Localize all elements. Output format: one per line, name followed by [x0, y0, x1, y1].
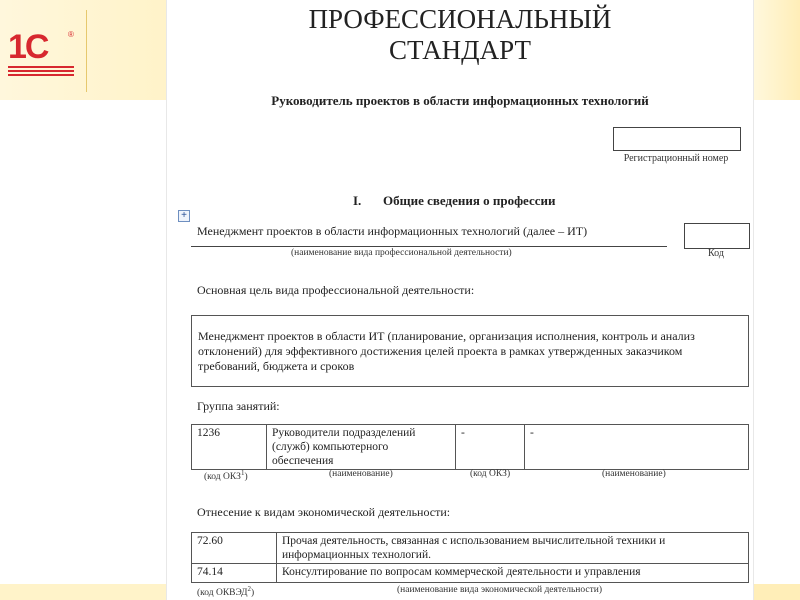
right-banner-bottom [752, 584, 800, 600]
activity-name: Менеджмент проектов в области информационных технологий (далее – ИТ) [197, 224, 588, 238]
okz-code-caption: (код ОКЗ$^1$) [204, 469, 248, 483]
registration-number-label: Регистрационный номер [623, 153, 729, 164]
okved-table [191, 532, 749, 583]
okz-name-cell-2: - [525, 425, 749, 470]
title-line-1: ПРОФЕССИОНАЛЬНЫЙ [308, 4, 612, 34]
table-row [192, 564, 749, 583]
activity-underline [191, 246, 667, 247]
section-number: I. [353, 193, 362, 208]
activity-code-label: Код [708, 248, 724, 259]
activity-code-field[interactable] [684, 223, 750, 249]
occupation-group-label: Группа занятий: [197, 399, 280, 413]
okz-name-caption-2: (наименование) [602, 469, 666, 479]
okz-name-cell: Руководители подразделений (служб) компьютерного обеспечения [267, 425, 456, 470]
title-line-2: СТАНДАРТ [389, 35, 531, 65]
goal-box [191, 315, 749, 387]
okved-name-cell: Консултирование по вопросам коммерческой деятельности и управления [277, 564, 749, 583]
logo-divider [86, 10, 87, 92]
document-page [166, 0, 754, 600]
okved-code-cell: 72.60 [192, 533, 277, 564]
occupation-group-table [191, 424, 749, 470]
okved-name-caption: (наименование вида экономической деятельности) [397, 585, 602, 595]
table-row [192, 425, 749, 470]
okz-code-cell-2: - [456, 425, 525, 470]
okved-name-cell: Прочая деятельность, связанная с использованием вычислительной техники и информационных технологий. [277, 533, 749, 564]
okz-name-caption: (наименование) [329, 469, 393, 479]
goal-text: Менеджмент проектов в области ИТ (планирование, организация исполнения, контроль и анализ отклонений) для эффективного достижения целей проекта в рамках утвержденных заказчиком требований, бюджета и сроков [198, 329, 695, 373]
registered-mark: ® [68, 30, 74, 39]
standard-subtitle: Руководитель проектов в области информационных технологий [271, 93, 649, 108]
okved-code-cell: 74.14 [192, 564, 277, 583]
okz-code-cell: 1236 [192, 425, 267, 470]
section-title: Общие сведения о профессии [383, 193, 556, 208]
okz-code-caption-2: (код ОКЗ) [470, 469, 511, 479]
registration-number-field[interactable] [613, 127, 741, 151]
table-row [192, 533, 749, 564]
okved-code-caption: (код ОКВЭД$^2$) [197, 585, 255, 599]
activity-caption: (наименование вида профессиональной деятельности) [291, 248, 512, 258]
right-banner [752, 0, 800, 100]
left-banner-bottom [0, 584, 166, 600]
goal-label: Основная цель вида профессиональной деятельности: [197, 283, 475, 297]
logo-1c: 1С [8, 28, 48, 66]
logo-stripes [8, 66, 74, 76]
expand-plus-icon[interactable]: + [178, 210, 190, 222]
okved-label: Отнесение к видам экономической деятельности: [197, 505, 451, 519]
